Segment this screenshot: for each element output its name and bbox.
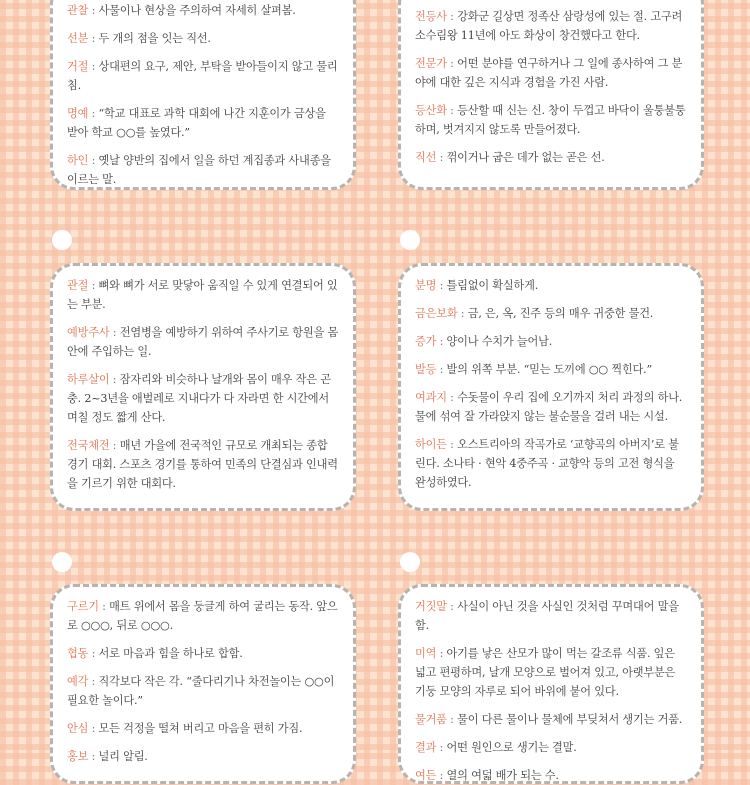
vocab-term: 안심 bbox=[67, 722, 89, 735]
vocab-entry: 홍보 : 널리 알림. bbox=[67, 750, 148, 763]
vocab-entry: 예각 : 직각보다 작은 각. “줄다리기나 차전놀이는 ○○이 필요한 놀이다.” bbox=[67, 675, 335, 707]
vocab-entry: 물거품 : 물이 다른 물이나 물체에 부딪쳐서 생기는 거품. bbox=[415, 713, 683, 726]
vocab-term: 등산화 bbox=[415, 104, 447, 117]
vocab-definition: 물이 다른 물이나 물체에 부딪쳐서 생기는 거품. bbox=[457, 713, 683, 726]
vocab-entry: 결과 : 어떤 원인으로 생기는 결말. bbox=[415, 741, 577, 754]
vocab-entry: 예방주사 : 전염병을 예방하기 위하여 주사기로 항원을 몸안에 주입하는 일. bbox=[67, 326, 339, 358]
vocab-term: 예방주사 bbox=[67, 326, 110, 339]
vocab-definition: 강화군 길상면 정족산 삼랑성에 있는 절. 고구려 소수림왕 11년에 아도 화상이 창건했다고 한다. bbox=[415, 10, 683, 42]
vocab-card-5 bbox=[50, 584, 356, 784]
vocab-entry: 금은보화 : 금, 은, 옥, 진주 등의 매우 귀중한 물건. bbox=[415, 307, 654, 320]
vocab-term: 분명 bbox=[415, 279, 437, 292]
vocab-definition: 옛날 양반의 집에서 일을 하던 계집종과 사내종을 이르는 말. bbox=[67, 154, 331, 186]
vocab-definition: 양이나 수치가 늘어남. bbox=[446, 335, 553, 348]
vocab-definition: 틀림없이 확실하게. bbox=[446, 279, 539, 292]
vocab-term: 하인 bbox=[67, 154, 89, 167]
vocab-definition: 뼈와 뼈가 서로 맞닿아 움직일 수 있게 연결되어 있는 부분. bbox=[67, 279, 338, 311]
vocab-definition: 사물이나 현상을 주의하여 자세히 살펴봄. bbox=[98, 4, 296, 17]
vocab-term: 협동 bbox=[67, 647, 89, 660]
vocab-definition: 오스트리아의 작곡가로 ‘교향곡의 아버지’로 불린다. 소나타 · 현악 4중주곡 · 교향악 등의 고전 형식을 완성하였다. bbox=[415, 438, 679, 489]
binder-hole bbox=[52, 552, 72, 572]
vocab-definition: 등산할 때 신는 신. 창이 두껍고 바닥이 울퉁불퉁하며, 벗겨지지 않도록 만들어졌다. bbox=[415, 104, 686, 136]
vocab-term: 전등사 bbox=[415, 10, 447, 23]
vocab-entry: 선분 : 두 개의 점을 잇는 직선. bbox=[67, 32, 211, 45]
vocab-term: 거절 bbox=[67, 60, 89, 73]
vocab-definition: 전염병을 예방하기 위하여 주사기로 항원을 몸안에 주입하는 일. bbox=[67, 326, 339, 358]
vocab-definition: 매년 가을에 전국적인 규모로 개최되는 종합 경기 대회. 스포츠 경기를 통하여 민족의 단결심과 인내력을 기르기 위한 대회다. bbox=[67, 439, 338, 490]
vocab-definition: 서로 마음과 힘을 하나로 합함. bbox=[98, 647, 243, 660]
vocab-term: 전문가 bbox=[415, 57, 447, 70]
vocab-definition: 수돗물이 우리 집에 오기까지 처리 과정의 하나. 물에 섞여 잘 가라앉지 않는 불순물을 걸러 내는 시설. bbox=[415, 391, 683, 423]
vocab-definition: 열의 여덟 배가 되는 수. bbox=[446, 769, 559, 782]
binder-hole bbox=[400, 230, 420, 250]
vocab-entry: 발등 : 발의 위쪽 부분. “믿는 도끼에 ○○ 찍힌다.” bbox=[415, 363, 653, 376]
vocab-term: 관절 bbox=[67, 279, 89, 292]
vocab-definition: 발의 위쪽 부분. “믿는 도끼에 ○○ 찍힌다.” bbox=[446, 363, 653, 376]
vocab-term: 예각 bbox=[67, 675, 89, 688]
vocab-definition: 모든 걱정을 떨쳐 버리고 마음을 편히 가짐. bbox=[98, 722, 303, 735]
vocab-entry: 하루살이 : 잠자리와 비슷하나 날개와 몸이 매우 작은 곤충. 2~3년을 애벌레로 지내다가 다 자라면 한 시간에서 며칠 정도 짧게 산다. bbox=[67, 373, 331, 424]
vocab-definition: “학교 대표로 과학 대회에 나간 지훈이가 금상을 받아 학교 ○○를 높였다.” bbox=[67, 107, 326, 139]
vocab-term: 물거품 bbox=[415, 713, 447, 726]
vocab-entry: 안심 : 모든 걱정을 떨쳐 버리고 마음을 편히 가짐. bbox=[67, 722, 303, 735]
vocab-term: 홍보 bbox=[67, 750, 89, 763]
binder-hole bbox=[400, 552, 420, 572]
vocab-entry: 등산화 : 등산할 때 신는 신. 창이 두껍고 바닥이 울퉁불퉁하며, 벗겨지지 않도록 만들어졌다. bbox=[415, 104, 686, 136]
vocab-entry: 하이든 : 오스트리아의 작곡가로 ‘교향곡의 아버지’로 불린다. 소나타 · 현악 4중주곡 · 교향악 등의 고전 형식을 완성하였다. bbox=[415, 438, 679, 489]
vocab-card-2 bbox=[398, 0, 704, 190]
vocab-entry: 미역 : 아기를 낳은 산모가 많이 먹는 갈조류 식품. 잎은 넓고 편평하며, 날개 모양으로 벌어져 있고, 아랫부분은 기둥 모양의 자루로 되어 바위에 붙어 있다. bbox=[415, 647, 676, 698]
vocab-term: 하이든 bbox=[415, 438, 447, 451]
vocab-entry: 증가 : 양이나 수치가 늘어남. bbox=[415, 335, 553, 348]
vocab-entry: 협동 : 서로 마음과 힘을 하나로 합함. bbox=[67, 647, 243, 660]
vocab-term: 직선 bbox=[415, 151, 437, 164]
vocab-card-4 bbox=[398, 263, 704, 511]
vocab-definition: 두 개의 점을 잇는 직선. bbox=[98, 32, 211, 45]
vocab-entry: 명예 : “학교 대표로 과학 대회에 나간 지훈이가 금상을 받아 학교 ○○를 높였다.” bbox=[67, 107, 326, 139]
vocab-definition: 어떤 분야를 연구하거나 그 일에 종사하여 그 분야에 대한 깊은 지식과 경험을 가진 사람. bbox=[415, 57, 683, 89]
vocab-term: 미역 bbox=[415, 647, 437, 660]
vocab-term: 거짓말 bbox=[415, 600, 447, 613]
vocab-definition: 금, 은, 옥, 진주 등의 매우 귀중한 물건. bbox=[467, 307, 654, 320]
vocab-term: 발등 bbox=[415, 363, 437, 376]
vocab-entry: 관찰 : 사물이나 현상을 주의하여 자세히 살펴봄. bbox=[67, 4, 296, 17]
vocab-entry: 분명 : 틀림없이 확실하게. bbox=[415, 279, 539, 292]
vocab-definition: 상대편의 요구, 제안, 부탁을 받아들이지 않고 물리침. bbox=[67, 60, 338, 92]
vocab-entry: 전문가 : 어떤 분야를 연구하거나 그 일에 종사하여 그 분야에 대한 깊은 지식과 경험을 가진 사람. bbox=[415, 57, 683, 89]
vocab-entry: 여든 : 열의 여덟 배가 되는 수. bbox=[415, 769, 559, 782]
vocab-entry: 거절 : 상대편의 요구, 제안, 부탁을 받아들이지 않고 물리침. bbox=[67, 60, 338, 92]
vocab-term: 관찰 bbox=[67, 4, 89, 17]
vocab-entry: 직선 : 꺾이거나 굽은 데가 없는 곧은 선. bbox=[415, 151, 605, 164]
vocab-entry: 전국체전 : 매년 가을에 전국적인 규모로 개최되는 종합 경기 대회. 스포츠 경기를 통하여 민족의 단결심과 인내력을 기르기 위한 대회다. bbox=[67, 439, 338, 490]
vocab-entry: 구르기 : 매트 위에서 몸을 둥글게 하여 굴리는 동작. 앞으로 ○○○, 뒤로 ○○○. bbox=[67, 600, 338, 632]
vocab-card-6 bbox=[398, 584, 704, 784]
vocab-term: 결과 bbox=[415, 741, 437, 754]
vocab-term: 구르기 bbox=[67, 600, 99, 613]
vocab-term: 선분 bbox=[67, 32, 89, 45]
vocab-definition: 아기를 낳은 산모가 많이 먹는 갈조류 식품. 잎은 넓고 편평하며, 날개 모양으로 벌어져 있고, 아랫부분은 기둥 모양의 자루로 되어 바위에 붙어 있다. bbox=[415, 647, 676, 698]
vocab-entry: 하인 : 옛날 양반의 집에서 일을 하던 계집종과 사내종을 이르는 말. bbox=[67, 154, 331, 186]
vocab-definition: 사실이 아닌 것을 사실인 것처럼 꾸며대어 말을 함. bbox=[415, 600, 679, 632]
vocab-entry: 거짓말 : 사실이 아닌 것을 사실인 것처럼 꾸며대어 말을 함. bbox=[415, 600, 679, 632]
vocab-entry: 여과지 : 수돗물이 우리 집에 오기까지 처리 과정의 하나. 물에 섞여 잘 가라앉지 않는 불순물을 걸러 내는 시설. bbox=[415, 391, 683, 423]
vocab-definition: 잠자리와 비슷하나 날개와 몸이 매우 작은 곤충. 2~3년을 애벌레로 지내다가 다 자라면 한 시간에서 며칠 정도 짧게 산다. bbox=[67, 373, 331, 424]
vocab-term: 전국체전 bbox=[67, 439, 110, 452]
vocab-term: 증가 bbox=[415, 335, 437, 348]
vocab-term: 금은보화 bbox=[415, 307, 458, 320]
vocab-card-3 bbox=[50, 263, 356, 511]
vocab-term: 하루살이 bbox=[67, 373, 110, 386]
vocab-term: 여과지 bbox=[415, 391, 447, 404]
vocab-term: 명예 bbox=[67, 107, 89, 120]
vocab-entry: 전등사 : 강화군 길상면 정족산 삼랑성에 있는 절. 고구려 소수림왕 11년에 아도 화상이 창건했다고 한다. bbox=[415, 10, 683, 42]
vocab-definition: 널리 알림. bbox=[98, 750, 148, 763]
vocab-definition: 꺾이거나 굽은 데가 없는 곧은 선. bbox=[446, 151, 605, 164]
vocab-definition: 어떤 원인으로 생기는 결말. bbox=[446, 741, 577, 754]
vocab-card-1 bbox=[50, 0, 356, 190]
vocab-term: 여든 bbox=[415, 769, 437, 782]
binder-hole bbox=[52, 230, 72, 250]
vocab-definition: 직각보다 작은 각. “줄다리기나 차전놀이는 ○○이 필요한 놀이다.” bbox=[67, 675, 335, 707]
vocab-entry: 관절 : 뼈와 뼈가 서로 맞닿아 움직일 수 있게 연결되어 있는 부분. bbox=[67, 279, 338, 311]
vocab-definition: 매트 위에서 몸을 둥글게 하여 굴리는 동작. 앞으로 ○○○, 뒤로 ○○○. bbox=[67, 600, 338, 632]
